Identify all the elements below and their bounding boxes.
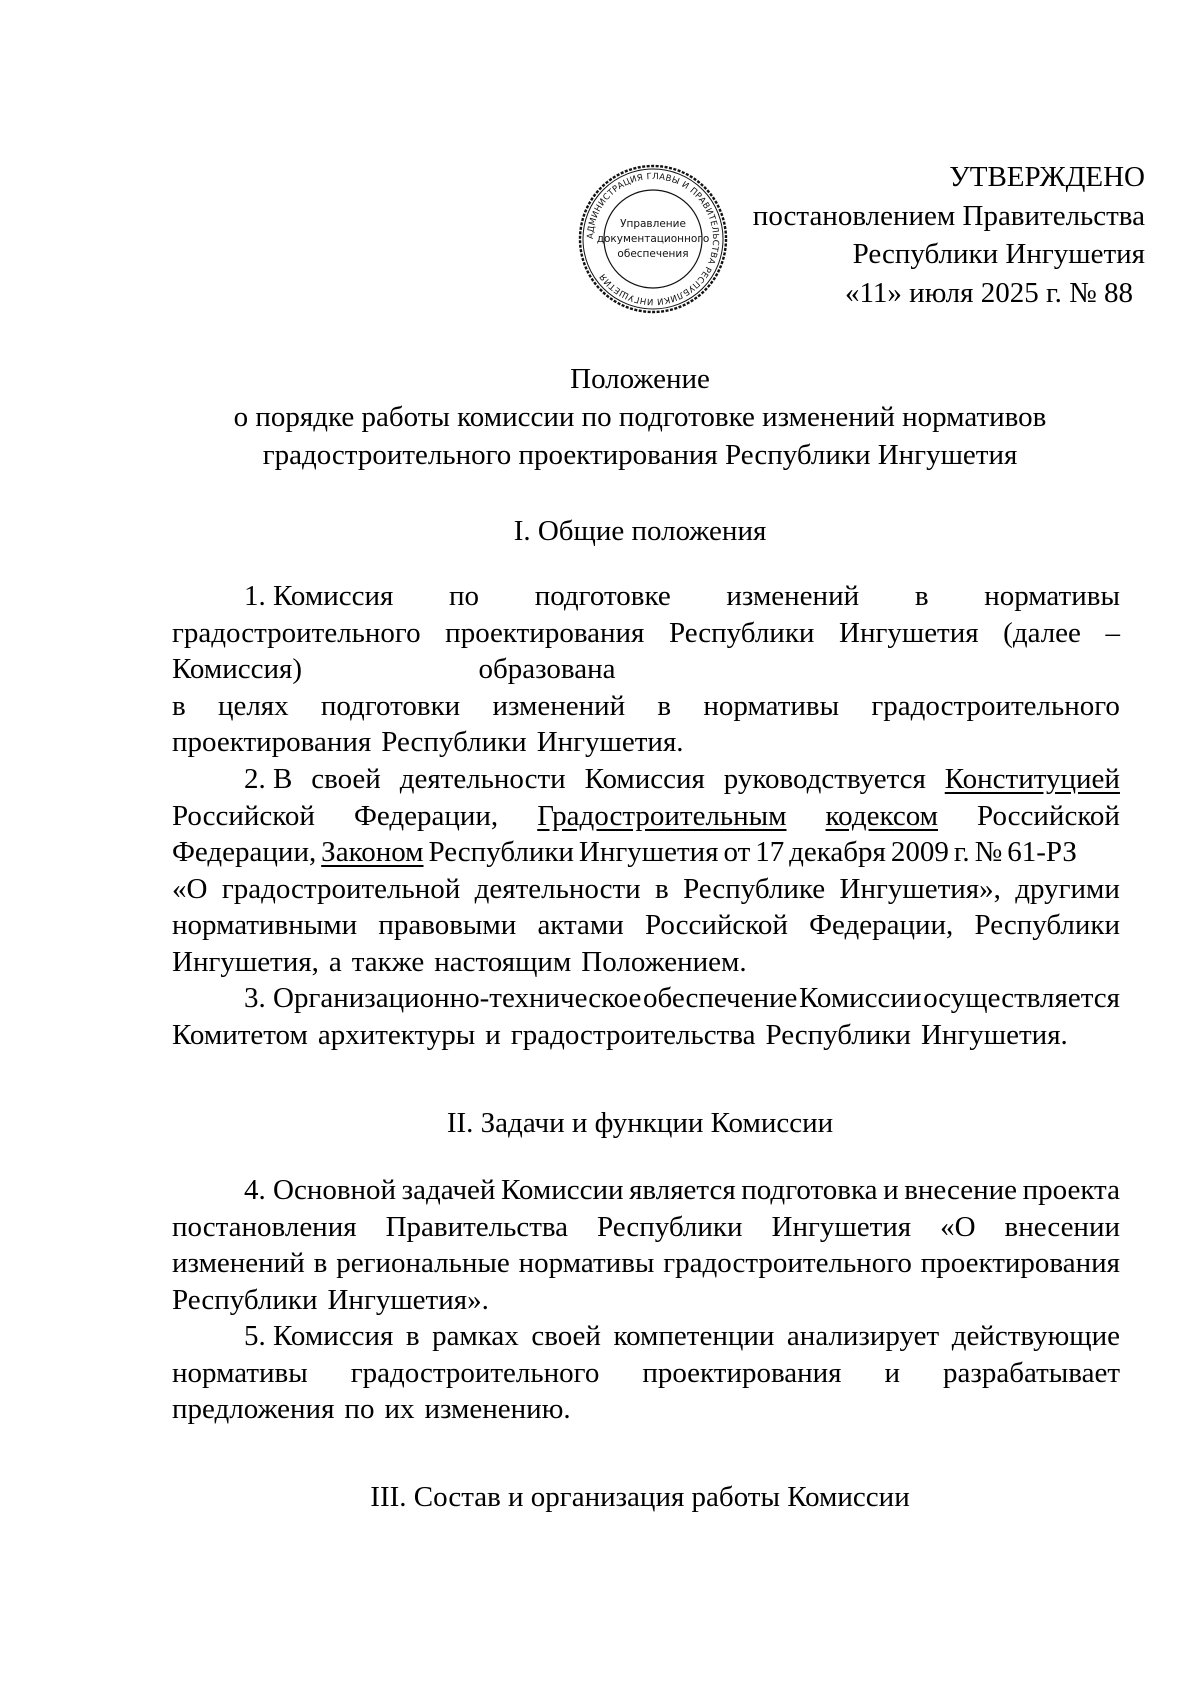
word: другими [1015, 872, 1120, 905]
word: «О [940, 1210, 976, 1243]
word: нормативными [172, 909, 358, 941]
paragraph-line [172, 980, 1120, 1017]
paragraph-line [172, 724, 1120, 761]
paragraph-line [172, 834, 1077, 871]
word: (далее [1003, 616, 1081, 649]
paragraph-4 [172, 1172, 1120, 1318]
word: изменений [172, 1247, 305, 1279]
word: градостроительного [871, 689, 1120, 722]
word: нормативы [984, 580, 1120, 612]
word: региональные [336, 1247, 510, 1279]
word: Комитетом [172, 1018, 308, 1051]
word: нормативы [172, 1356, 308, 1389]
legal-reference-link[interactable]: Законом [321, 836, 424, 868]
word: в [172, 689, 186, 722]
paragraph-5 [172, 1318, 1120, 1428]
word: 4. Основной [244, 1174, 397, 1206]
word: 5. Комиссия [244, 1320, 394, 1352]
approval-block [753, 158, 1145, 312]
title-line-2: о порядке работы комиссии по подготовке изменений нормативов [233, 401, 1047, 433]
word: Ингушетия [771, 1210, 912, 1243]
word: Федерации, [353, 799, 499, 832]
word: разрабатывает [943, 1356, 1120, 1389]
paragraph-line [172, 688, 1120, 725]
word: внесении [1004, 1210, 1120, 1243]
paragraph-line [172, 1245, 1120, 1282]
word: Республики [974, 909, 1120, 941]
word: проектирования [920, 1247, 1120, 1279]
paragraph-1 [172, 578, 1120, 761]
word: градостроительства [510, 1018, 756, 1051]
paragraph-line [172, 1355, 1120, 1392]
word: своей [531, 1320, 601, 1352]
word: 3. Организационно-техническое [244, 982, 642, 1014]
svg-text:обеспечения: обеспечения [617, 248, 689, 260]
word: – [1105, 616, 1120, 649]
word: Комиссия) [172, 653, 302, 685]
word: в [657, 689, 672, 722]
svg-text:АДМИНИСТРАЦИЯ ГЛАВЫ И ПРАВИТЕЛ: АДМИНИСТРАЦИЯ ГЛАВЫ И ПРАВИТЕЛЬСТВА РЕСПУБЛИКИ ИНГУШЕТИЯ [585, 171, 721, 307]
word: «О [172, 872, 208, 905]
word: проектирования [172, 726, 372, 758]
word: Республики [668, 616, 815, 649]
paragraph-line [172, 1282, 1120, 1319]
word: актами [537, 909, 624, 941]
paragraph-line [172, 1209, 1120, 1246]
word: компетенции [613, 1320, 775, 1352]
word: изменений [492, 689, 626, 722]
paragraph-line [172, 871, 1120, 908]
word: также [351, 945, 425, 978]
word: проектирования [445, 616, 645, 649]
approval-status: УТВЕРЖДЕНО [949, 161, 1145, 193]
word: внесение [904, 1174, 1018, 1206]
word: обеспечение [643, 982, 798, 1014]
word: является [629, 1174, 736, 1206]
word: Ингушетия [578, 836, 719, 868]
paragraph-line [172, 798, 1120, 835]
word: Комиссия [584, 763, 705, 795]
word: своей [311, 763, 381, 795]
word: и [884, 1356, 901, 1389]
paragraph-3 [172, 980, 1120, 1053]
word: в [655, 872, 669, 905]
title-line-3: градостроительного проектирования Республики Ингушетия [262, 439, 1018, 471]
word: изменений [726, 580, 860, 612]
word: задачей [401, 1174, 496, 1206]
word: 1. Комиссия [244, 580, 394, 612]
word: Ингушетия. [536, 726, 684, 758]
word: изменению. [424, 1393, 571, 1425]
word: Республики [172, 1283, 318, 1316]
word: 2. В [244, 763, 293, 795]
word: Федерации, [809, 909, 954, 941]
legal-reference-link[interactable]: Конституцией [944, 763, 1120, 795]
word: Республики [597, 1210, 743, 1243]
paragraph-line [172, 907, 1120, 944]
word: № [974, 836, 1003, 868]
word: Ингушетия, [172, 945, 319, 978]
word: правовыми [378, 909, 517, 941]
word: анализирует [786, 1320, 940, 1352]
word: Республики [381, 726, 527, 758]
word: Ингушетия [839, 616, 979, 649]
title-line-1: Положение [570, 363, 710, 395]
word: Комиссии [798, 982, 922, 1014]
word: Республики [765, 1018, 911, 1051]
word: целях [217, 689, 289, 722]
word: 17 [755, 836, 785, 868]
word: градостроительного [350, 1356, 600, 1389]
word: Положением. [581, 945, 747, 978]
word: осуществляется [923, 982, 1120, 1014]
section-heading-3: III. Состав и организация работы Комиссии [370, 1481, 910, 1513]
word: Ингушетия. [920, 1018, 1068, 1051]
word: Российской [172, 799, 315, 832]
word: градостроительного [663, 1247, 912, 1279]
word: подготовка [741, 1174, 878, 1206]
word: в [313, 1247, 328, 1279]
word: архитектуры [317, 1018, 476, 1051]
word: декабря [789, 836, 886, 868]
paragraph-line [172, 1017, 1120, 1054]
word: нормативы [518, 1247, 655, 1279]
paragraph-line [172, 1391, 1120, 1428]
section-heading-2: II. Задачи и функции Комиссии [446, 1107, 834, 1139]
paragraph-line [172, 1172, 1120, 1209]
paragraph-line [172, 615, 1120, 652]
paragraph-line [172, 944, 1120, 981]
word: и [485, 1018, 501, 1051]
seal-stamp [577, 163, 729, 315]
word: градостроительного [172, 616, 421, 649]
word: подготовке [534, 580, 671, 612]
approval-date-number: «11» июля 2025 г. № 88 [845, 276, 1133, 309]
word: от [723, 836, 751, 868]
word: Республики [428, 836, 574, 868]
word: 2009 [890, 836, 949, 868]
paragraph-line [172, 1318, 1120, 1355]
word: деятельности [399, 763, 566, 795]
svg-text:Управление: Управление [620, 218, 686, 230]
paragraph-line [172, 578, 1120, 615]
word: руководствуется [723, 763, 926, 795]
word: Республике [683, 872, 826, 905]
document-title [160, 360, 1120, 474]
legal-reference-link[interactable]: Градостроительным [537, 799, 787, 832]
word: подготовки [320, 689, 461, 722]
word: постановления [172, 1210, 357, 1243]
word: нормативы [703, 689, 840, 722]
word: г. [953, 836, 970, 868]
paragraph-line [172, 651, 792, 688]
word: 61-РЗ [1007, 836, 1077, 868]
section-heading-1: I. Общие положения [513, 515, 767, 547]
approval-line-2: Республики Ингушетия [852, 238, 1145, 270]
word: и [883, 1174, 899, 1206]
svg-text:документационного: документационного [596, 233, 710, 245]
legal-reference-link[interactable]: кодексом [825, 799, 938, 832]
word: а [328, 945, 342, 978]
word: Российской [977, 799, 1120, 832]
word: их [384, 1393, 415, 1425]
word: деятельности [474, 872, 641, 905]
word: Российской [644, 909, 788, 941]
word: настоящим [434, 945, 572, 978]
word: проекта [1022, 1174, 1120, 1206]
word: образована [478, 653, 616, 685]
word: Ингушетия». [327, 1283, 489, 1316]
word: Федерации, [172, 836, 317, 868]
word: градостроительной [221, 872, 461, 905]
paragraph-line [172, 761, 1120, 798]
approval-line-1: постановлением Правительства [752, 199, 1145, 232]
word: Ингушетия», [839, 872, 1001, 905]
word: рамках [432, 1320, 519, 1352]
word: предложения [172, 1393, 335, 1425]
paragraph-2 [172, 761, 1120, 980]
word: Комиссии [501, 1174, 624, 1206]
word: проектирования [642, 1356, 842, 1389]
word: по [449, 580, 480, 612]
word: в [914, 580, 929, 612]
word: по [344, 1393, 375, 1425]
word: действующие [951, 1320, 1120, 1352]
word: Правительства [385, 1210, 569, 1243]
word: в [405, 1320, 420, 1352]
